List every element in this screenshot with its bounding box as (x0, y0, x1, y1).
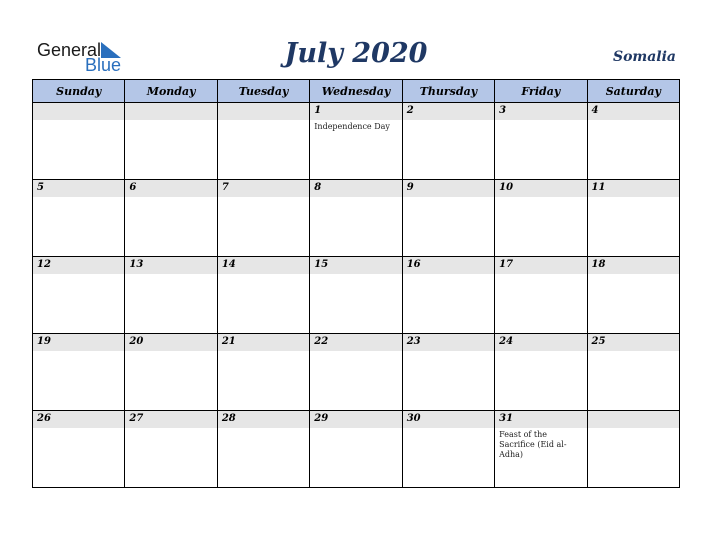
day-number: 5 (37, 182, 44, 193)
day-number-band (588, 180, 679, 197)
day-number-band (403, 334, 494, 351)
country-label: Somalia (612, 49, 676, 65)
day-cell (587, 411, 679, 488)
weekday-tuesday: Tuesday (217, 80, 309, 103)
day-cell (402, 180, 494, 257)
day-number: 15 (314, 259, 329, 270)
day-number-band (588, 334, 679, 351)
day-cell (33, 103, 125, 180)
day-number: 2 (406, 105, 414, 116)
holiday-label (33, 274, 124, 276)
day-number-band (310, 257, 401, 274)
holiday-label (218, 120, 309, 122)
day-cell (495, 334, 587, 411)
day-number: 24 (499, 336, 514, 347)
holiday-label (403, 351, 494, 353)
day-number-band (403, 257, 494, 274)
holiday-label (310, 197, 401, 199)
calendar-grid (32, 79, 680, 488)
holiday-label (588, 120, 679, 122)
day-number-band (33, 411, 124, 428)
day-cell (310, 103, 402, 180)
day-number: 27 (129, 413, 144, 424)
holiday-label (33, 428, 124, 430)
holiday-label (33, 351, 124, 353)
day-number-band (310, 180, 401, 197)
day-cell (402, 257, 494, 334)
day-cell (495, 103, 587, 180)
day-number: 25 (591, 336, 606, 347)
day-number-band (495, 257, 586, 274)
holiday-label (310, 274, 401, 276)
day-number-band (33, 103, 124, 120)
day-number-band (403, 103, 494, 120)
holiday-label (403, 197, 494, 199)
day-number: 10 (499, 182, 514, 193)
day-cell (125, 334, 217, 411)
day-number: 12 (37, 259, 51, 270)
day-cell (33, 411, 125, 488)
day-cell (33, 334, 125, 411)
day-number-band (218, 411, 309, 428)
day-number: 28 (221, 413, 236, 424)
day-number-band (403, 180, 494, 197)
calendar-body (33, 103, 680, 488)
weekday-saturday: Saturday (587, 80, 679, 103)
day-number: 9 (406, 182, 414, 193)
weekday-thursday: Thursday (402, 80, 494, 103)
day-number-band (33, 334, 124, 351)
day-cell (217, 257, 309, 334)
holiday-label (125, 120, 216, 122)
weekday-sunday: Sunday (33, 80, 125, 103)
day-number: 23 (406, 336, 421, 347)
day-number: 4 (591, 105, 599, 116)
day-number-band (218, 103, 309, 120)
day-cell (495, 180, 587, 257)
holiday-label (218, 351, 309, 353)
day-number: 7 (221, 182, 229, 193)
holiday-label (588, 351, 679, 353)
day-cell (217, 334, 309, 411)
day-number: 26 (37, 413, 51, 424)
holiday-label (495, 197, 586, 199)
day-cell (125, 180, 217, 257)
holiday-label (125, 197, 216, 199)
weekday-wednesday: Wednesday (310, 80, 402, 103)
holiday-label (218, 197, 309, 199)
day-cell (310, 257, 402, 334)
holiday-label (218, 428, 309, 430)
day-number: 14 (221, 259, 236, 270)
holiday-label: Independence Day (314, 122, 390, 131)
day-cell (587, 103, 679, 180)
page-title: July 2020 (284, 38, 428, 69)
day-number-band (310, 334, 401, 351)
day-number-band (218, 334, 309, 351)
day-number-band (495, 334, 586, 351)
day-number: 30 (406, 413, 421, 424)
day-cell (495, 411, 587, 488)
day-number: 31 (499, 413, 514, 424)
day-number-band (495, 411, 586, 428)
day-number: 3 (499, 105, 507, 116)
day-number: 22 (314, 336, 329, 347)
day-number-band (588, 103, 679, 120)
day-number-band (33, 257, 124, 274)
day-number-band (310, 103, 401, 120)
holiday-label (33, 197, 124, 199)
holiday-label (495, 120, 586, 122)
weekday-header-row (33, 80, 680, 103)
day-cell (310, 411, 402, 488)
day-number-band (310, 411, 401, 428)
holiday-label (125, 274, 216, 276)
day-number-band (588, 257, 679, 274)
holiday-label (125, 428, 216, 430)
holiday-label (33, 120, 124, 122)
day-cell (402, 334, 494, 411)
day-cell (587, 180, 679, 257)
day-cell (402, 411, 494, 488)
day-number: 17 (499, 259, 514, 270)
holiday-label (125, 351, 216, 353)
day-number-band (125, 257, 216, 274)
day-cell (587, 257, 679, 334)
day-number: 11 (591, 182, 606, 193)
day-number-band (218, 257, 309, 274)
day-cell (217, 180, 309, 257)
week-row (33, 180, 680, 257)
day-cell (402, 103, 494, 180)
holiday-label (403, 120, 494, 122)
day-cell (495, 257, 587, 334)
holiday-label (495, 351, 586, 353)
day-number-band (218, 180, 309, 197)
day-number-band (125, 103, 216, 120)
day-cell (217, 411, 309, 488)
day-cell (310, 334, 402, 411)
day-number: 19 (37, 336, 51, 347)
logo-word-general: General (37, 40, 102, 60)
holiday-label (588, 197, 679, 199)
day-number-band (33, 180, 124, 197)
day-cell (587, 334, 679, 411)
day-cell (125, 103, 217, 180)
holiday-label (218, 274, 309, 276)
day-cell (33, 257, 125, 334)
day-cell (217, 103, 309, 180)
holiday-label (588, 428, 679, 430)
holiday-label (403, 274, 494, 276)
week-row (33, 103, 680, 180)
logo-word-blue: Blue (85, 55, 122, 75)
day-cell (33, 180, 125, 257)
holiday-label (495, 274, 586, 276)
day-number-band (125, 411, 216, 428)
holiday-label (310, 351, 401, 353)
week-row (33, 411, 680, 488)
day-number: 21 (221, 336, 236, 347)
week-row (33, 334, 680, 411)
day-cell (125, 411, 217, 488)
holiday-label (310, 428, 401, 430)
weekday-friday: Friday (495, 80, 587, 103)
day-number: 16 (406, 259, 421, 270)
day-number-band (403, 411, 494, 428)
day-number: 6 (129, 182, 137, 193)
holiday-label (403, 428, 494, 430)
day-number: 8 (314, 182, 322, 193)
day-number: 20 (129, 336, 144, 347)
day-number-band (588, 411, 679, 428)
holiday-label (588, 274, 679, 276)
day-number: 1 (314, 105, 322, 116)
day-number: 29 (314, 413, 329, 424)
day-number: 13 (129, 259, 144, 270)
week-row (33, 257, 680, 334)
day-number: 18 (591, 259, 606, 270)
day-cell (125, 257, 217, 334)
day-number-band (495, 103, 586, 120)
day-number-band (125, 180, 216, 197)
day-number-band (125, 334, 216, 351)
weekday-monday: Monday (125, 80, 217, 103)
holiday-label: Feast of the Sacrifice (Eid al-Adha) (499, 430, 567, 459)
day-cell (310, 180, 402, 257)
day-number-band (495, 180, 586, 197)
